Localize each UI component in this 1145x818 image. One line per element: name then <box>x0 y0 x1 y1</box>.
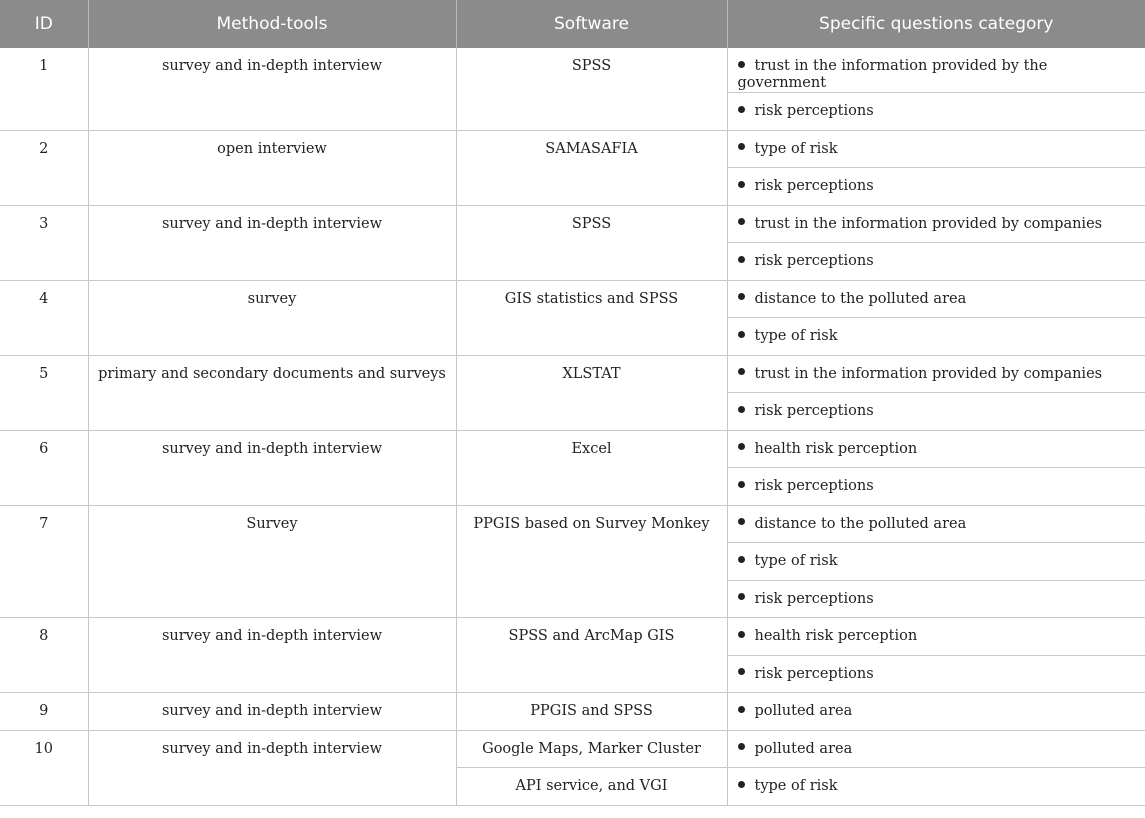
category-text: type of risk <box>754 553 838 569</box>
table-row <box>0 730 1145 768</box>
cell-method: survey and in-depth interview <box>88 48 456 130</box>
header-row <box>0 0 1145 48</box>
bullet-icon <box>738 593 745 600</box>
cell-method: open interview <box>88 130 456 205</box>
cell-category <box>727 130 1145 168</box>
bullet-icon <box>738 481 745 488</box>
bullet-icon <box>738 256 745 263</box>
cell-method: survey and in-depth interview <box>88 430 456 505</box>
bullet-icon <box>738 331 745 338</box>
cell-category <box>727 693 1145 731</box>
cell-category <box>727 468 1145 506</box>
bullet-icon <box>738 61 745 68</box>
bullet-icon <box>738 781 745 788</box>
cell-category <box>727 48 1145 93</box>
cell-category <box>727 93 1145 131</box>
table-row <box>0 280 1145 318</box>
category-text: trust in the information provided by companies <box>754 215 1103 232</box>
cell-id: 9 <box>0 693 88 731</box>
cell-category <box>727 205 1145 243</box>
category-text: risk perceptions <box>754 403 874 419</box>
cell-id: 3 <box>0 205 88 280</box>
cell-id: 2 <box>0 130 88 205</box>
category-text: distance to the polluted area <box>754 515 967 532</box>
cell-category <box>727 430 1145 468</box>
cell-method: survey and in-depth interview <box>88 730 456 805</box>
table-body <box>0 48 1145 805</box>
cell-software: GIS statistics and SPSS <box>456 280 727 355</box>
cell-category <box>727 655 1145 693</box>
category-text: trust in the information provided by companies <box>754 365 1103 382</box>
cell-id: 8 <box>0 618 88 693</box>
cell-category <box>727 730 1145 768</box>
category-text: polluted area <box>754 740 853 757</box>
category-text: health risk perception <box>754 440 918 457</box>
cell-category <box>727 243 1145 281</box>
cell-software: API service, and VGI <box>456 768 727 806</box>
bullet-icon <box>738 293 745 300</box>
header-software: Software <box>456 0 727 48</box>
cell-software: SPSS <box>456 205 727 280</box>
category-text: trust in the information provided by the government <box>737 58 1048 91</box>
cell-category <box>727 355 1145 393</box>
bullet-icon <box>738 406 745 413</box>
cell-method: primary and secondary documents and surveys <box>88 355 456 430</box>
category-text: risk perceptions <box>754 478 874 494</box>
cell-method: survey and in-depth interview <box>88 693 456 731</box>
cell-category <box>727 168 1145 206</box>
cell-software: PPGIS and SPSS <box>456 693 727 731</box>
cell-category <box>727 580 1145 618</box>
category-text: type of risk <box>754 778 838 794</box>
category-text: risk perceptions <box>754 665 874 682</box>
cell-method: survey <box>88 280 456 355</box>
bullet-icon <box>738 143 745 150</box>
cell-category <box>727 505 1145 543</box>
cell-id: 1 <box>0 48 88 130</box>
bullet-icon <box>738 181 745 188</box>
cell-software: SPSS and ArcMap GIS <box>456 618 727 693</box>
header-id: ID <box>0 0 88 48</box>
cell-id: 6 <box>0 430 88 505</box>
bullet-icon <box>738 518 745 525</box>
cell-id: 5 <box>0 355 88 430</box>
header-category: Specific questions category <box>727 0 1145 48</box>
cell-software: XLSTAT <box>456 355 727 430</box>
cell-id: 4 <box>0 280 88 355</box>
table-row <box>0 618 1145 656</box>
cell-method: Survey <box>88 505 456 618</box>
bullet-icon <box>738 218 745 225</box>
cell-category <box>727 318 1145 356</box>
cell-software: Excel <box>456 430 727 505</box>
category-text: risk perceptions <box>754 178 874 194</box>
bullet-icon <box>738 106 745 113</box>
cell-category <box>727 543 1145 581</box>
cell-software: PPGIS based on Survey Monkey <box>456 505 727 618</box>
category-text: polluted area <box>754 703 853 719</box>
table-row <box>0 693 1145 731</box>
table-row <box>0 205 1145 243</box>
table-row <box>0 130 1145 168</box>
category-text: health risk perception <box>754 628 918 644</box>
category-text: risk perceptions <box>754 103 874 119</box>
bullet-icon <box>738 556 745 563</box>
cell-id: 10 <box>0 730 88 805</box>
bullet-icon <box>738 443 745 450</box>
category-text: type of risk <box>754 140 838 157</box>
bullet-icon <box>738 743 745 750</box>
table-row <box>0 355 1145 393</box>
table-row <box>0 505 1145 543</box>
bullet-icon <box>738 631 745 638</box>
cell-id: 7 <box>0 505 88 618</box>
cell-software: SAMASAFIA <box>456 130 727 205</box>
category-text: distance to the polluted area <box>754 290 967 307</box>
cell-category <box>727 393 1145 431</box>
cell-category <box>727 768 1145 806</box>
cell-software: SPSS <box>456 48 727 130</box>
bullet-icon <box>738 668 745 675</box>
category-text: risk perceptions <box>754 253 874 269</box>
category-text: risk perceptions <box>754 590 874 607</box>
table-row <box>0 430 1145 468</box>
cell-category <box>727 618 1145 656</box>
cell-software: Google Maps, Marker Cluster <box>456 730 727 768</box>
cell-method: survey and in-depth interview <box>88 618 456 693</box>
table-row <box>0 48 1145 93</box>
header-method: Method-tools <box>88 0 456 48</box>
bullet-icon <box>738 368 745 375</box>
cell-method: survey and in-depth interview <box>88 205 456 280</box>
bullet-icon <box>738 706 745 713</box>
category-text: type of risk <box>754 328 838 344</box>
cell-category <box>727 280 1145 318</box>
